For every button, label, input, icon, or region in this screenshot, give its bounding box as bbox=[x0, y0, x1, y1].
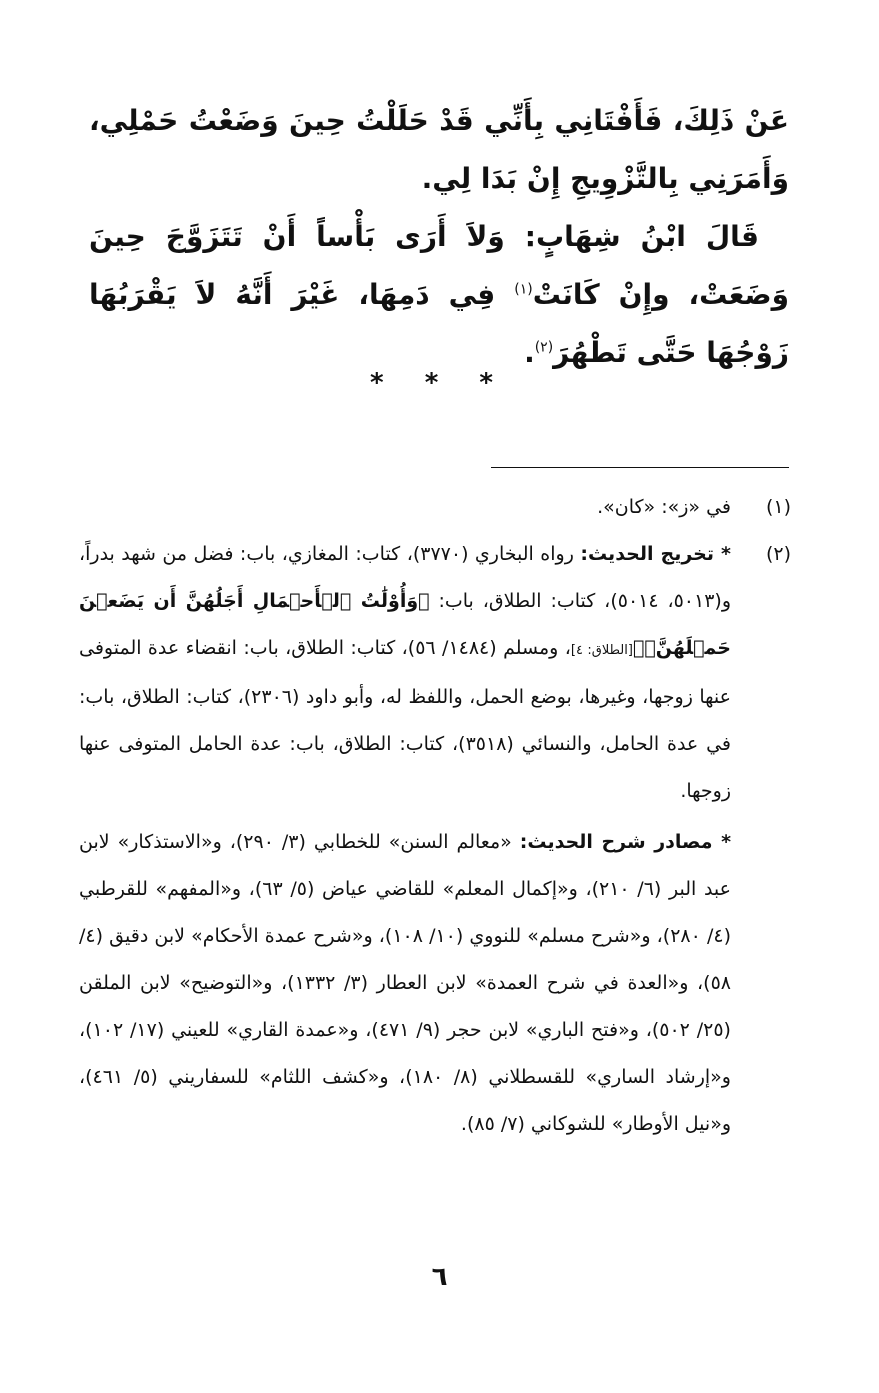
sources-text: «معالم السنن» للخطابي (٣/ ٢٩٠)، و«الاستذكار» لابن عبد البر (٦/ ٢١٠)، و«إكمال المعلم» للقاضي عياض (٥/ ٦٣)، و«المفهم» للقرطبي (٤/ ٢٨٠)، و«شرح مسلم» للنووي (١٠/ ١٠٨)، و«شرح عمدة الأحكام» لابن دقيق (٤/ ٥٨)، و«العدة في شرح العمدة» لابن العطار (٣/ ١٣٣٢)، و«التوضيح» لابن الملقن (٢٥/ ٥٠٢)، و«فتح الباري» لابن حجر (٩/ ٤٧١)، و«عمدة القاري» للعيني (١٧/ ١٠٢)، و«إرشاد الساري» للقسطلاني (٨/ ١٨٠)، و«كشف اللثام» للسفاريني (٥/ ٤٦١)، و«نيل الأوطار» للشوكاني (٧/ ٨٥). bbox=[79, 831, 731, 1135]
footnote-divider bbox=[491, 467, 789, 468]
section-separator: * * * bbox=[370, 368, 509, 398]
main-paragraph-1: عَنْ ذَلِكَ، فَأَفْتَانِي بِأَنِّي قَدْ حَلَلْتُ حِينَ وَضَعْتُ حَمْلِي، وَأَمَرَنِي بِالتَّزْوِيجِ إِنْ بَدَا لِي. bbox=[89, 104, 789, 195]
footnote-ref-2[interactable]: (٢) bbox=[534, 339, 554, 356]
takhrij-paragraph bbox=[79, 531, 731, 815]
main-paragraph-2-end: . bbox=[524, 336, 535, 369]
footnotes bbox=[79, 484, 791, 1148]
main-paragraph-2 bbox=[89, 208, 789, 382]
main-paragraph-2-part-1: قَالَ ابْنُ شِهَابٍ: وَلاَ أَرَى بَأْساً أَنْ تَتَزَوَّجَ حِينَ وَضَعَتْ، وإِنْ كَانَتْ bbox=[89, 220, 789, 311]
footnote-ref-1[interactable]: (١) bbox=[514, 281, 533, 298]
footnote-number: (٢) bbox=[765, 543, 791, 565]
main-text bbox=[89, 92, 789, 382]
takhrij-label: * تخريج الحديث: bbox=[580, 543, 731, 565]
footnote-1 bbox=[79, 484, 791, 531]
sources-paragraph bbox=[79, 819, 731, 1148]
footnote-number: (١) bbox=[765, 496, 791, 518]
footnote-2 bbox=[79, 531, 791, 1148]
footnote-text: في «ز»: «كان». bbox=[597, 496, 731, 518]
takhrij-text-1: رواه البخاري (٣٧٧٠)، كتاب: المغازي، باب: فضل من شهد بدراً، و(٥٠١٣، ٥٠١٤)، كتاب: الطلاق، باب: bbox=[79, 543, 731, 612]
quran-verse: ﴿وَأُوْلَٰتُ ٱلۡأَحۡمَالِ أَجَلُهُنَّ أَن يَضَعۡنَ حَمۡلَهُنَّۚ﴾ bbox=[79, 590, 731, 659]
page-number: ٦ bbox=[431, 1262, 448, 1292]
quran-reference: [الطلاق: ٤] bbox=[570, 643, 633, 658]
main-paragraph-2-part-2: فِي دَمِهَا، غَيْرَ أَنَّهُ لاَ يَقْرَبُهَا زَوْجُهَا حَتَّى تَطْهُرَ bbox=[89, 278, 789, 369]
takhrij-text-2: ، ومسلم (١٤٨٤/ ٥٦)، كتاب: الطلاق، باب: انقضاء عدة المتوفى عنها زوجها، وغيرها، بوضع الحمل، واللفظ له، وأبو داود (٢٣٠٦)، كتاب: الطلاق، باب: في عدة الحامل، والنسائي (٣٥١٨)، كتاب: الطلاق، باب: عدة الحامل المتوفى عنها زوجها. bbox=[79, 637, 732, 802]
sources-label: * مصادر شرح الحديث: bbox=[519, 831, 732, 853]
